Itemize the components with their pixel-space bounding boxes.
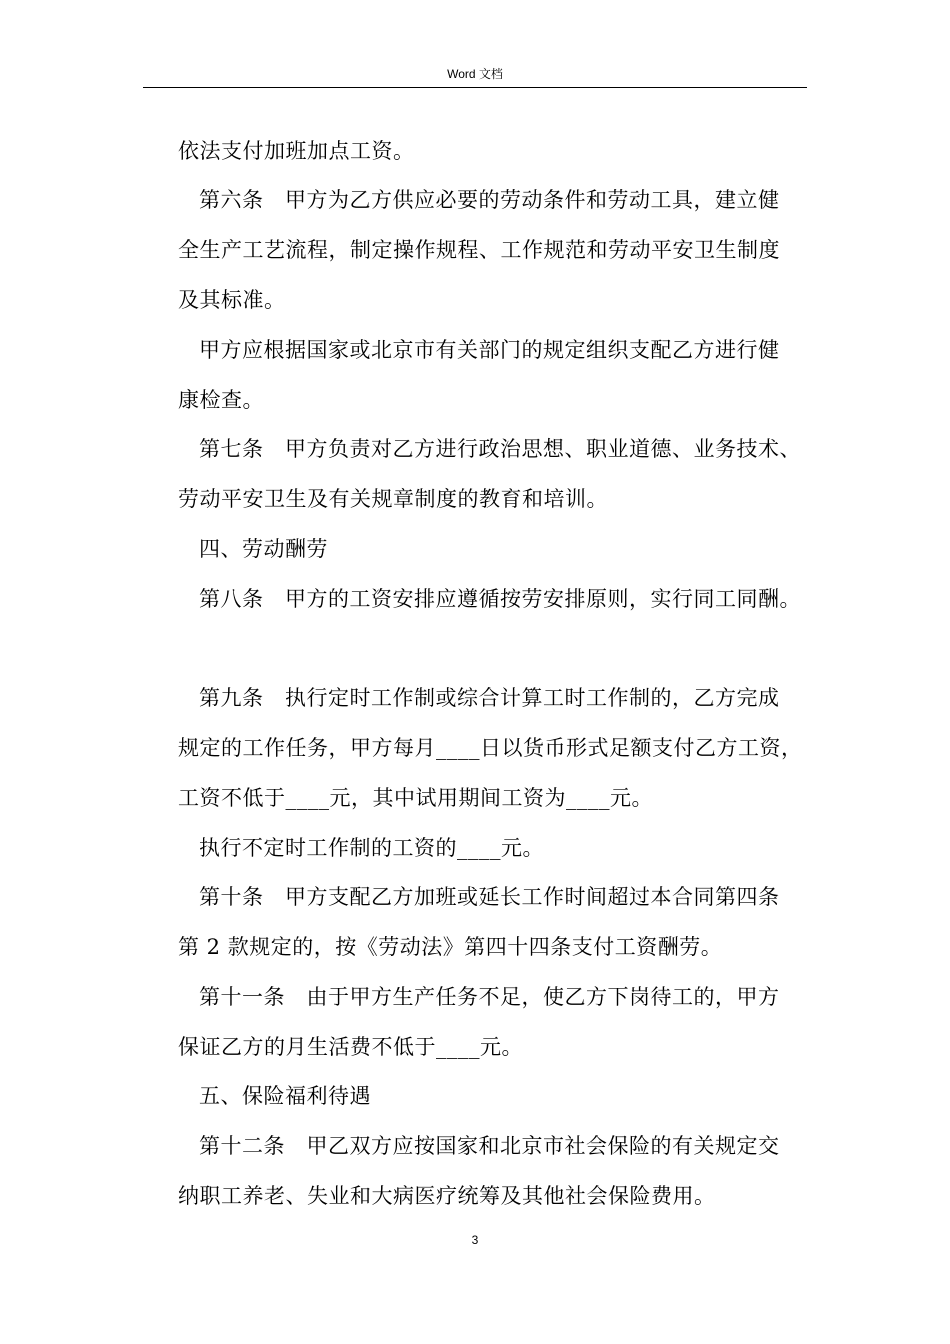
paragraph-line: 纳职工养老、失业和大病医疗统筹及其他社会保险费用。 [178, 1184, 716, 1208]
paragraph-line: 全生产工艺流程，制定操作规程、工作规范和劳动平安卫生制度 [178, 238, 780, 262]
article-11-line: 第十一条 由于甲方生产任务不足，使乙方下岗待工的，甲方 [199, 985, 780, 1009]
paragraph-line: 劳动平安卫生及有关规章制度的教育和培训。 [178, 487, 608, 511]
header-title: Word 文档 [447, 67, 503, 81]
page-number: 3 [471, 1233, 479, 1247]
article-6-line: 第六条 甲方为乙方供应必要的劳动条件和劳动工具，建立健 [199, 188, 780, 212]
paragraph-line: 康检查。 [178, 388, 264, 412]
article-8-line: 第八条 甲方的工资安排应遵循按劳安排原则，实行同工同酬。 [199, 587, 801, 611]
paragraph-line: 执行不定时工作制的工资的____元。 [199, 836, 544, 860]
paragraph-line: 保证乙方的月生活费不低于____元。 [178, 1035, 523, 1059]
paragraph-line: 甲方应根据国家或北京市有关部门的规定组织支配乙方进行健 [199, 338, 780, 362]
paragraph-line: 规定的工作任务，甲方每月____日以货币形式足额支付乙方工资， [178, 736, 803, 760]
section-heading: 四、劳动酬劳 [199, 537, 328, 561]
header-divider [143, 87, 807, 88]
paragraph-line: 工资不低于____元，其中试用期间工资为____元。 [178, 786, 653, 810]
article-10-line: 第十条 甲方支配乙方加班或延长工作时间超过本合同第四条 [199, 885, 780, 909]
article-7-line: 第七条 甲方负责对乙方进行政治思想、职业道德、业务技术、 [199, 437, 801, 461]
section-heading: 五、保险福利待遇 [199, 1084, 371, 1108]
paragraph-line: 第 2 款规定的，按《劳动法》第四十四条支付工资酬劳。 [178, 935, 723, 959]
paragraph-line: 依法支付加班加点工资。 [178, 139, 415, 163]
article-12-line: 第十二条 甲乙双方应按国家和北京市社会保险的有关规定交 [199, 1134, 780, 1158]
article-9-line: 第九条 执行定时工作制或综合计算工时工作制的，乙方完成 [199, 686, 780, 710]
paragraph-line: 及其标准。 [178, 288, 286, 312]
